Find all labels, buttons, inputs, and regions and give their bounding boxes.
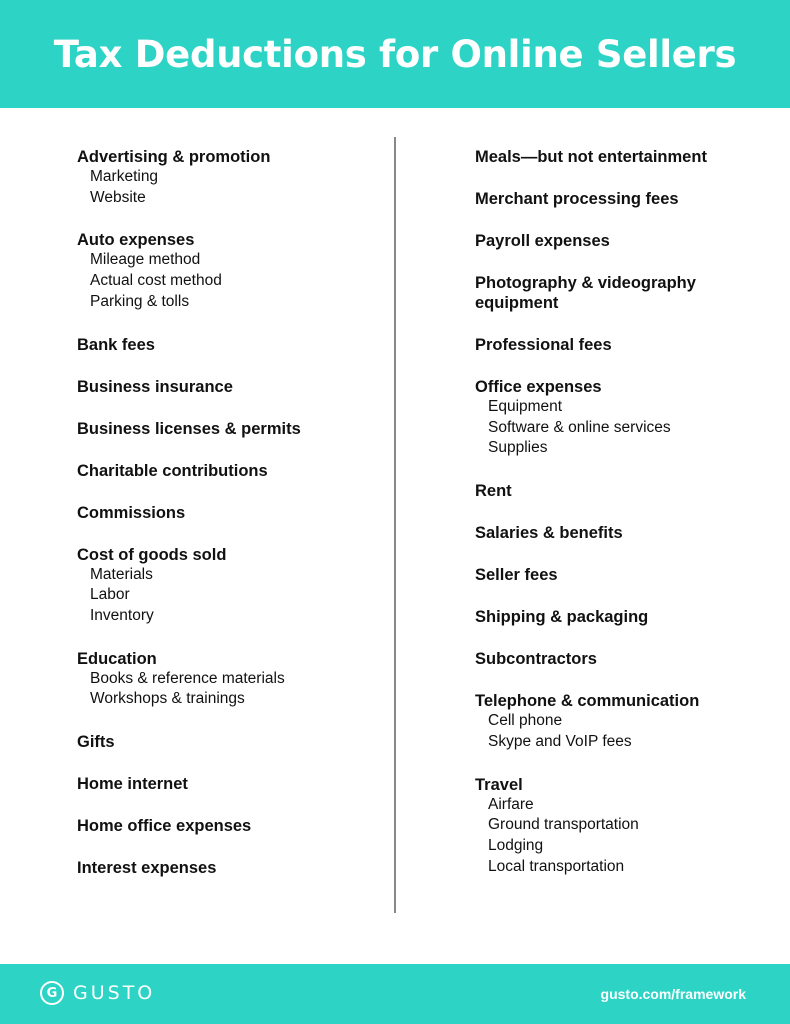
deduction-category <box>77 377 377 397</box>
category-subitem: Website <box>90 188 146 206</box>
category-title: Professional fees <box>475 336 612 354</box>
category-title: Telephone & communication <box>475 692 700 711</box>
deduction-category <box>77 147 377 208</box>
category-subitem: Inventory <box>90 606 154 624</box>
deduction-category <box>475 649 775 669</box>
category-title: Office expenses <box>475 378 602 396</box>
category-subitem: Airfare <box>488 795 534 813</box>
category-title: Merchant processing fees <box>475 190 679 208</box>
category-subitem: Cell phone <box>488 712 563 730</box>
category-title: Photography & videography equipment <box>475 274 696 312</box>
deduction-category <box>77 732 377 752</box>
deduction-category <box>77 774 377 794</box>
category-title: Payroll expenses <box>475 232 610 250</box>
category-subitem: Parking & tolls <box>90 292 190 310</box>
header-banner <box>0 0 790 108</box>
category-title: Cost of goods sold <box>77 545 227 564</box>
category-title: Travel <box>475 775 523 794</box>
category-subitem: Local transportation <box>488 857 625 875</box>
category-title: Business licenses & permits <box>77 419 301 438</box>
category-subitem: Books & reference materials <box>90 669 285 687</box>
category-title: Gifts <box>77 733 115 752</box>
category-title: Subcontractors <box>475 650 597 669</box>
category-subitem: Workshops & trainings <box>90 690 245 708</box>
category-subitem: Ground transportation <box>488 816 639 834</box>
left-column <box>77 147 377 878</box>
deduction-category <box>475 335 775 355</box>
deduction-category <box>475 691 775 752</box>
category-title: Business insurance <box>77 377 233 396</box>
category-title: Home internet <box>77 775 188 794</box>
deduction-category <box>475 273 775 313</box>
deduction-category <box>475 775 775 878</box>
category-title: Shipping & packaging <box>475 608 649 627</box>
gusto-logo[interactable] <box>40 981 155 1005</box>
deduction-category <box>77 419 377 439</box>
category-subitem: Mileage method <box>90 251 201 269</box>
category-title: Charitable contributions <box>77 461 268 480</box>
page-title: Tax Deductions for Online Sellers <box>53 32 737 76</box>
right-column <box>475 147 775 877</box>
footer-banner <box>0 964 790 1024</box>
deduction-category <box>77 858 377 878</box>
category-title: Bank fees <box>77 335 155 354</box>
category-title: Interest expenses <box>77 859 217 878</box>
footer-link[interactable]: gusto.com/framework <box>600 986 746 1002</box>
category-subitem: Marketing <box>90 168 159 185</box>
deduction-category <box>77 545 377 627</box>
category-subitem: Materials <box>90 565 153 583</box>
gusto-logo-icon: G <box>40 981 64 1005</box>
deduction-category <box>475 607 775 627</box>
deduction-category <box>475 147 775 167</box>
deduction-category <box>475 565 775 585</box>
category-subitem: Lodging <box>488 836 544 854</box>
category-title: Meals—but not entertainment <box>475 148 707 166</box>
gusto-logo-text: GUSTO <box>73 982 156 1004</box>
category-subitem: Actual cost method <box>90 272 222 290</box>
column-divider <box>394 137 396 913</box>
category-subitem: Software & online services <box>488 418 671 436</box>
deduction-category <box>77 335 377 355</box>
category-title: Rent <box>475 482 512 501</box>
deduction-category <box>475 189 775 209</box>
category-subitem: Equipment <box>488 398 563 415</box>
category-title: Home office expenses <box>77 817 252 836</box>
category-title: Auto expenses <box>77 231 195 250</box>
category-title: Seller fees <box>475 566 558 585</box>
category-title: Advertising & promotion <box>77 148 271 166</box>
deduction-category <box>77 230 377 312</box>
deduction-category <box>475 481 775 501</box>
deduction-category <box>475 523 775 543</box>
category-subitem: Labor <box>90 586 130 604</box>
deduction-category <box>77 649 377 710</box>
category-title: Salaries & benefits <box>475 524 623 543</box>
category-subitem: Skype and VoIP fees <box>488 732 632 750</box>
deduction-category <box>77 461 377 481</box>
deduction-category <box>77 503 377 523</box>
deduction-category <box>475 231 775 251</box>
deduction-category <box>475 377 775 459</box>
category-title: Commissions <box>77 503 186 522</box>
category-title: Education <box>77 649 157 668</box>
category-subitem: Supplies <box>488 439 548 457</box>
deduction-category <box>77 816 377 836</box>
